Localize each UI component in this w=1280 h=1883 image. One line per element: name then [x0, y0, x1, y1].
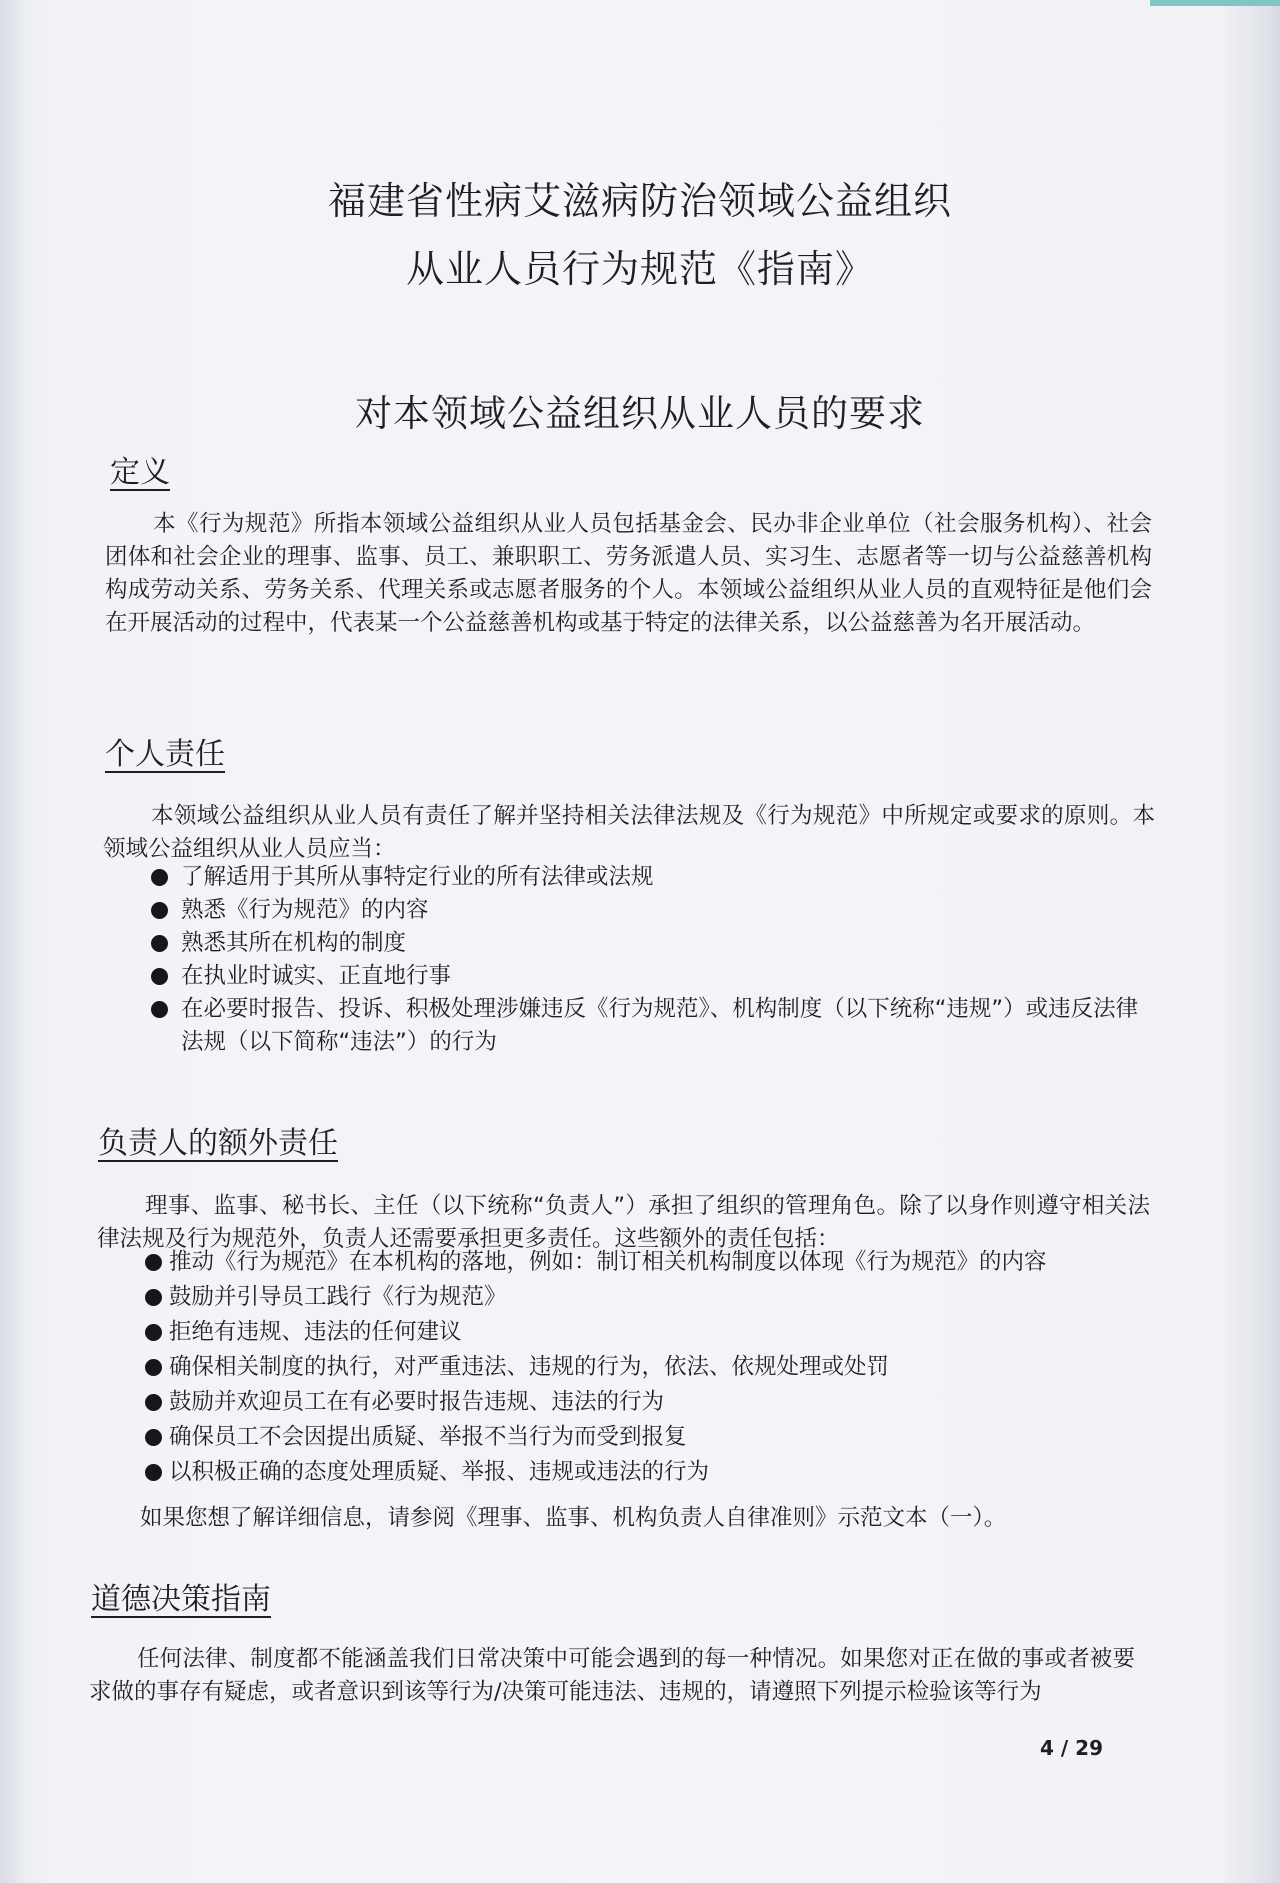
leader-responsibility-item [145, 1350, 1145, 1385]
personal-responsibility-item [147, 894, 1147, 927]
leader-responsibility-intro: 理事、监事、秘书长、主任（以下统称“负责人”）承担了组织的管理角色。除了以身作则遵守相关法律法规及行为规范外，负责人还需要承担更多责任。这些额外的责任包括： [97, 1193, 1150, 1252]
personal-responsibility-item-text: 在必要时报告、投诉、积极处理涉嫌违反《行为规范》、机构制度（以下统称“违规”）或违反法律法规（以下简称“违法”）的行为 [181, 996, 1139, 1055]
leader-responsibility-item [145, 1455, 1145, 1490]
page-number: 4 / 29 [1040, 1736, 1103, 1760]
personal-responsibility-item [147, 927, 1147, 960]
personal-responsibility-list [147, 861, 1147, 1059]
personal-responsibility-item [147, 861, 1147, 894]
bullet-icon [145, 1254, 162, 1271]
leader-responsibility-item-text: 推动《行为规范》在本机构的落地，例如：制订相关机构制度以体现《行为规范》的内容 [169, 1249, 1047, 1275]
bullet-icon [145, 1359, 162, 1376]
leader-responsibility-item-text: 确保相关制度的执行，对严重违法、违规的行为，依法、依规处理或处罚 [169, 1354, 890, 1380]
bullet-icon [145, 1324, 162, 1341]
leader-responsibility-item-text: 鼓励并欢迎员工在有必要时报告违规、违法的行为 [169, 1389, 665, 1415]
bullet-icon [145, 1394, 162, 1411]
bullet-icon [145, 1429, 162, 1446]
leader-responsibility-item [145, 1280, 1145, 1315]
leader-responsibility-item [145, 1315, 1145, 1350]
personal-responsibility-item-text: 熟悉《行为规范》的内容 [181, 897, 429, 923]
leader-responsibility-footer: 如果您想了解详细信息，请参阅《理事、监事、机构负责人自律准则》示范文本（一）。 [140, 1505, 1007, 1531]
leader-responsibility-heading: 负责人的额外责任 [98, 1126, 338, 1161]
bullet-icon [145, 1289, 162, 1306]
bullet-icon [145, 1464, 162, 1481]
ethics-guide-paragraph: 任何法律、制度都不能涵盖我们日常决策中可能会遇到的每一种情况。如果您对正在做的事或者被要求做的事存有疑虑，或者意识到该等行为/决策可能违法、违规的，请遵照下列提示检验该等行为 [89, 1646, 1135, 1705]
leader-responsibility-item-text: 以积极正确的态度处理质疑、举报、违规或违法的行为 [169, 1459, 710, 1485]
bullet-icon [151, 968, 168, 985]
leader-responsibility-item-text: 确保员工不会因提出质疑、举报不当行为而受到报复 [169, 1424, 687, 1450]
definition-heading: 定义 [110, 455, 170, 490]
personal-responsibility-item-text: 熟悉其所在机构的制度 [181, 930, 407, 956]
personal-responsibility-heading: 个人责任 [105, 737, 225, 772]
ethics-guide-heading: 道德决策指南 [91, 1582, 271, 1617]
personal-responsibility-intro: 本领域公益组织从业人员有责任了解并坚持相关法律法规及《行为规范》中所规定或要求的原则。本领域公益组织从业人员应当： [103, 803, 1155, 862]
leader-responsibility-item-text: 拒绝有违规、违法的任何建议 [169, 1319, 462, 1345]
document-title-line-2: 从业人员行为规范《指南》 [405, 247, 874, 291]
leader-responsibility-item-text: 鼓励并引导员工践行《行为规范》 [169, 1284, 507, 1310]
leader-responsibility-item [145, 1385, 1145, 1420]
personal-responsibility-item-text: 在执业时诚实、正直地行事 [181, 963, 452, 989]
personal-responsibility-item [147, 960, 1147, 993]
section-subtitle: 对本领域公益组织从业人员的要求 [355, 392, 925, 435]
leader-responsibility-item [145, 1420, 1145, 1455]
bullet-icon [151, 935, 168, 952]
bullet-icon [151, 869, 168, 886]
leader-responsibility-item [145, 1245, 1145, 1280]
personal-responsibility-item [147, 993, 1147, 1059]
personal-responsibility-item-text: 了解适用于其所从事特定行业的所有法律或法规 [181, 864, 654, 890]
bullet-icon [151, 1001, 168, 1018]
bullet-icon [151, 902, 168, 919]
definition-paragraph: 本《行为规范》所指本领域公益组织从业人员包括基金会、民办非企业单位（社会服务机构）、社会团体和社会企业的理事、监事、员工、兼职职工、劳务派遣人员、实习生、志愿者等一切与公益慈善机构构成劳动关系、劳务关系、代理关系或志愿者服务的个人。本领域公益组织从业人员的直观特征是他们会在开展活动的过程中，代表某一个公益慈善机构或基于特定的法律关系，以公益慈善为名开展活动。 [105, 511, 1152, 636]
leader-responsibility-list [145, 1245, 1145, 1490]
document-title-line-1: 福建省性病艾滋病防治领域公益组织 [327, 179, 952, 223]
